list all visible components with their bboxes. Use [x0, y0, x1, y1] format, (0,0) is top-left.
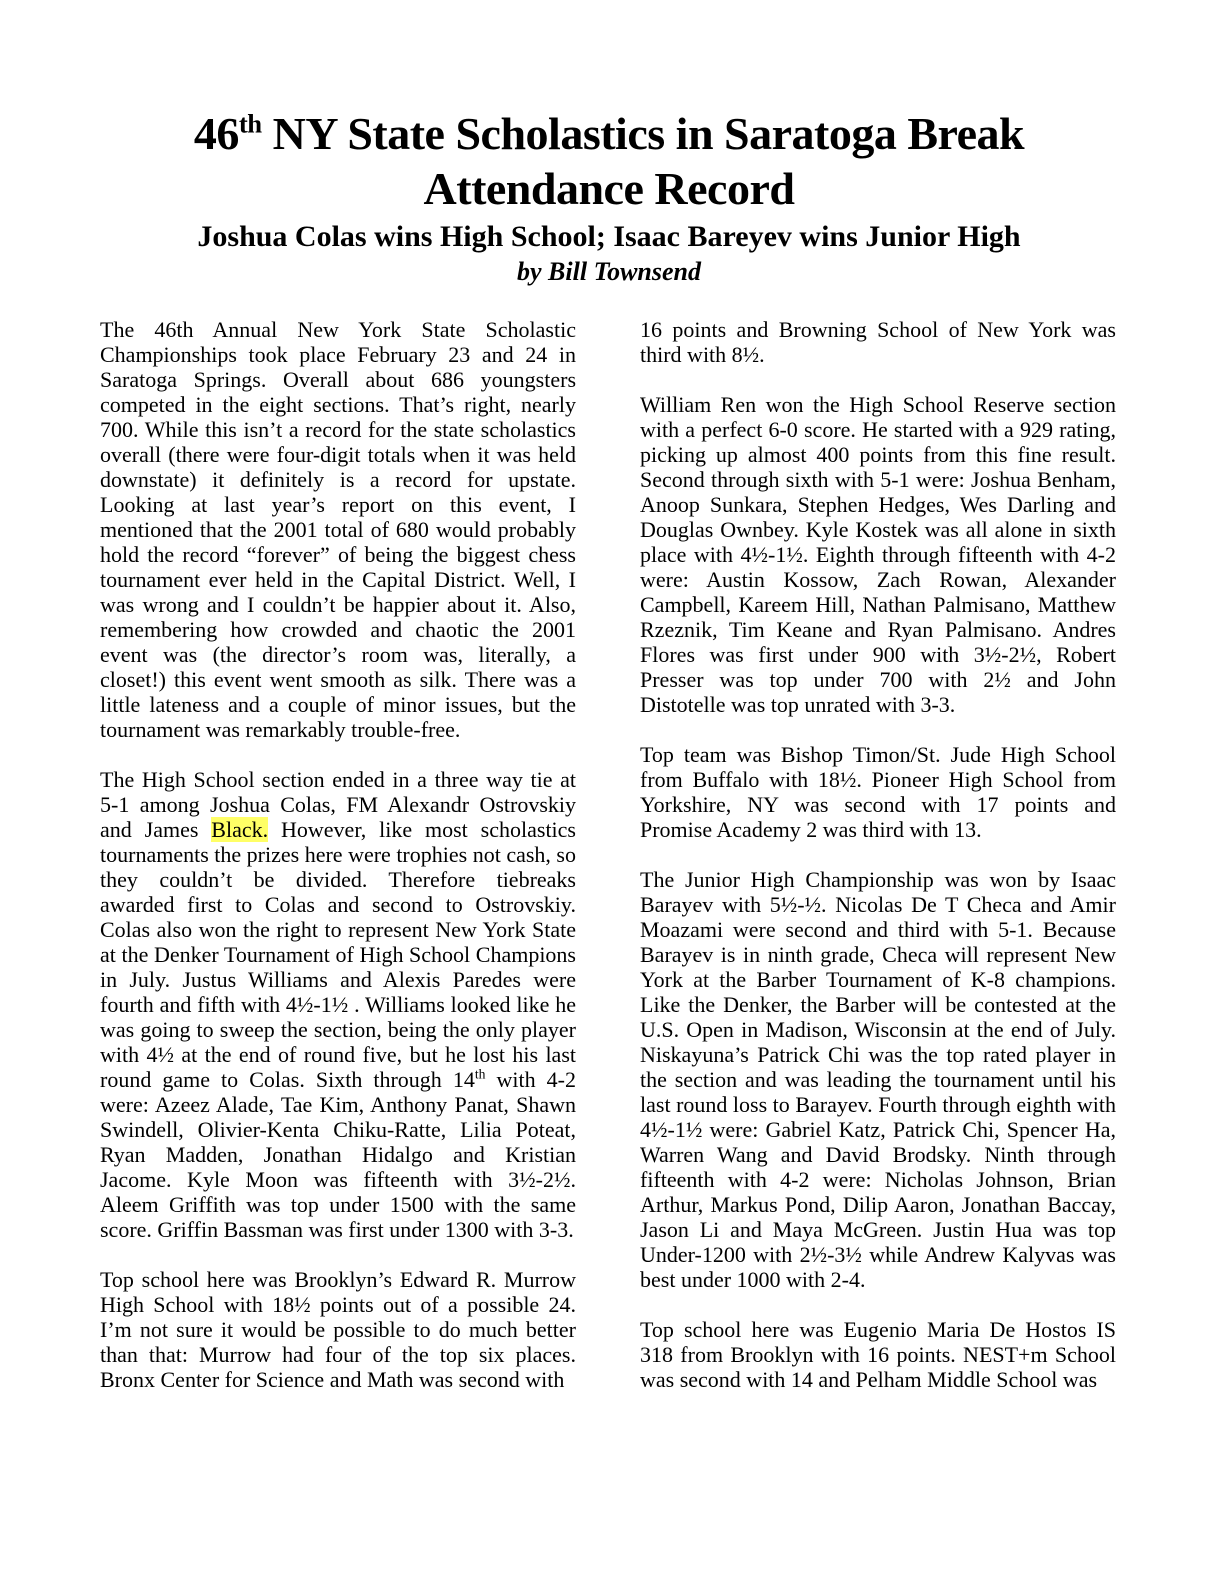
superscript-text: th [238, 108, 262, 139]
paragraph [100, 1267, 576, 1392]
text-run: Top school here was Eugenio Maria De Hostos IS 318 from Brooklyn with 16 points. NEST+m School was second with 14 and Pelham Middle School was [640, 1317, 1116, 1393]
page-title [109, 106, 1109, 216]
article-body [100, 317, 1118, 1392]
text-run: Top team was Bishop Timon/St. Jude High School from Buffalo with 18½. Pioneer High School from Yorkshire, NY was second with 17 points and Promise Academy 2 was third with 13. [640, 742, 1116, 843]
text-run: 46 [193, 108, 239, 159]
text-run: The Junior High Championship was won by Isaac Barayev with 5½-½. Nicolas De T Checa and Amir Moazami were second and third with 5-1. Because Barayev is in ninth grade, Checa will represent New York at the Barber Tournament of K-8 champions. Like the Denker, the Barber will be contested at the U.S. Open in Madison, Wisconsin at the end of July. Niskayuna’s Patrick Chi was the top rated player in the section and was leading the tournament until his last round loss to Barayev. Fourth through eighth with 4½-1½ were: Gabriel Katz, Patrick Chi, Spencer Ha, Warren Wang and David Brodsky. Ninth through fifteenth with 4-2 were: Nicholas Johnson, Brian Arthur, Markus Pond, Dilip Aaron, Jonathan Baccay, Jason Li and Maya McGreen. Justin Hua was top Under-1200 with 2½-3½ while Andrew Kalyvas was best under 1000 with 2-4. [640, 867, 1116, 1293]
paragraph [640, 317, 1116, 367]
text-run: The 46th Annual New York State Scholastic Championships took place February 23 and 24 in Saratoga Springs. Overall about 686 youngsters competed in the eight sections. That’s right, nearly 700. While this isn’t a record for the state scholastics overall (there were four-digit totals when it was held downstate) it definitely is a record for upstate. Looking at last year’s report on this event, I mentioned that the 2001 total of 680 would probably hold the record “forever” of being the biggest chess tournament ever held in the Capital District. Well, I was wrong and I couldn’t be happier about it. Also, remembering how crowded and chaotic the 2001 event was (the director’s room was, literally, a closet!) this event went smooth as silk. There was a little lateness and a couple of minor issues, but the tournament was remarkably trouble-free. [100, 317, 576, 743]
left-column [100, 317, 576, 1392]
text-run: Top school here was Brooklyn’s Edward R. Murrow High School with 18½ points out of a possible 24. I’m not sure it would be possible to do much better than that: Murrow had four of the top six places. Bronx Center for Science and Math was second with [100, 1267, 576, 1393]
text-run: The High School section ended in a three way tie at 5-1 among Joshua Colas, FM Alexandr Ostrovskiy and James [100, 767, 576, 843]
paragraph [100, 317, 576, 742]
text-run: NY State Scholastics in Saratoga Break Attendance Record [261, 108, 1025, 215]
superscript-text: th [474, 1067, 486, 1083]
subtitle: Joshua Colas wins High School; Isaac Bareyev wins Junior High [197, 220, 1021, 254]
paragraph [640, 867, 1116, 1292]
document-header [100, 106, 1118, 286]
paragraph [100, 767, 576, 1242]
text-run: William Ren won the High School Reserve section with a perfect 6-0 score. He started with a 929 rating, picking up almost 400 points from this fine result. Second through sixth with 5-1 were: Joshua Benham, Anoop Sunkara, Stephen Hedges, Wes Darling and Douglas Ownbey. Kyle Kostek was all alone in sixth place with 4½-1½. Eighth through fifteenth with 4-2 were: Austin Kossow, Zach Rowan, Alexander Campbell, Kareem Hill, Nathan Palmisano, Matthew Rzeznik, Tim Keane and Ryan Palmisano. Andres Flores was first under 900 with 3½-2½, Robert Presser was top under 700 with 2½ and John Distotelle was top unrated with 3-3. [640, 392, 1116, 718]
text-run: 16 points and Browning School of New York was third with 8½. [640, 317, 1116, 368]
paragraph [640, 742, 1116, 842]
highlighted-text: Black. [211, 817, 269, 843]
paragraph [640, 1317, 1116, 1392]
paragraph [640, 392, 1116, 717]
text-run: with 4-2 were: Azeez Alade, Tae Kim, Anthony Panat, Shawn Swindell, Olivier-Kenta Chiku-Ratte, Lilia Poteat, Ryan Madden, Jonathan Hidalgo and Kristian Jacome. Kyle Moon was fifteenth with 3½-2½. Aleem Griffith was top under 1500 with the same score. Griffin Bassman was first under 1300 with 3-3. [100, 1067, 576, 1243]
byline: by Bill Townsend [517, 256, 701, 286]
text-run: However, like most scholastics tournaments the prizes here were trophies not cash, so they couldn’t be divided. Therefore tiebreaks awarded first to Colas and second to Ostrovskiy. Colas also won the right to represent New York State at the Denker Tournament of High School Champions in July. Justus Williams and Alexis Paredes were fourth and fifth with 4½-1½ . Williams looked like he was going to sweep the section, being the only player with 4½ at the end of round five, but he lost his last round game to Colas. Sixth through 14 [100, 817, 576, 1093]
right-column [640, 317, 1116, 1392]
